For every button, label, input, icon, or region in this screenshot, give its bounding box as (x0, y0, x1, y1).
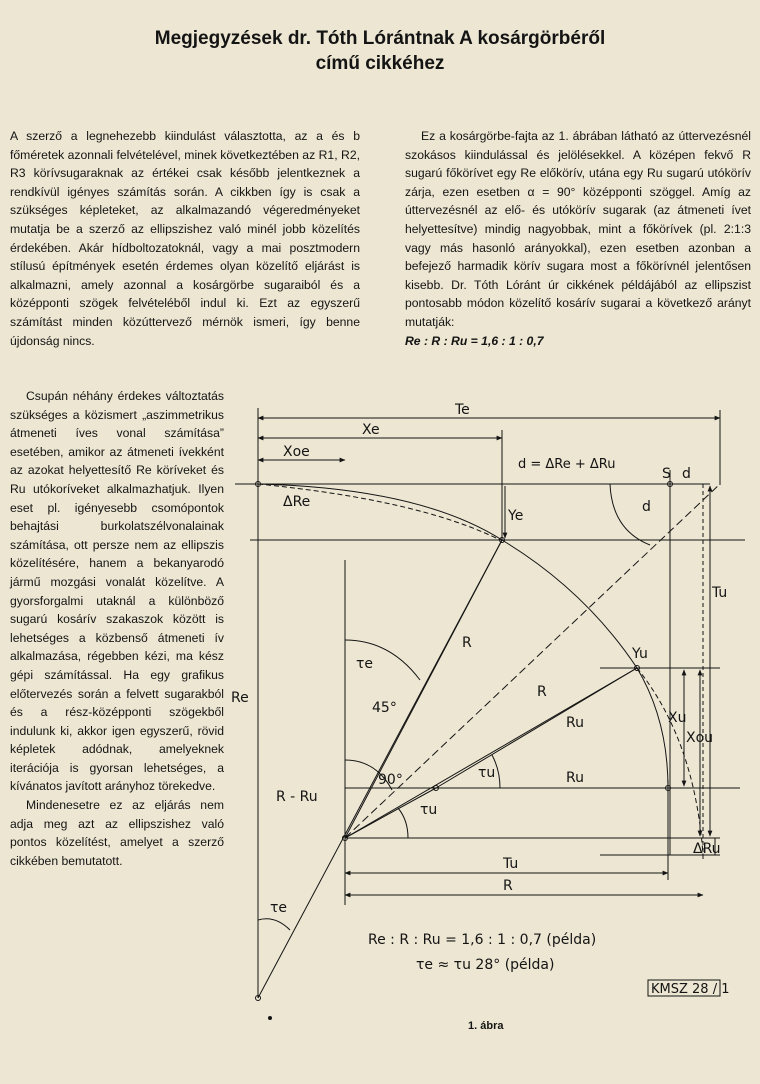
label-Re: Re (231, 690, 249, 706)
label-d-angle: d (642, 499, 651, 515)
radius-R-1 (345, 540, 502, 838)
label-Ru-2: Ru (566, 770, 584, 786)
angle-arc-tau-e-bottom (258, 919, 290, 930)
label-tau-e-bottom: τe (270, 900, 288, 916)
angle-line: τe ≈ τu 28° (példa) (416, 957, 555, 973)
label-45-deg: 45° (372, 700, 397, 716)
label-tau-u-small: τu (420, 802, 438, 818)
label-Te: Te (455, 402, 470, 418)
label-R-1: R (462, 635, 472, 651)
label-Ye: Ye (508, 508, 524, 524)
label-dRu: ΔRu (693, 841, 721, 857)
label-R-horizontal: R (503, 878, 513, 894)
label-dRe: ΔRe (283, 494, 311, 510)
paragraph-intro: A szerző a legnehezebb kiindulást választotta, az a és b főméretek azonnali felvételével, minek következtében az R1, R2, R3 körívsugaraknak az értékei csak később jelentkeznek a rendkívül igényes számítás során. A cikkben így is csak a szükséges képleteket, az alkalmazandó végeredményeket mutatja be a szerző az ellipszishez való minél jobb közelítés érdekében. Akár hídboltozatoknál, vagy a mai posztmodern stílusú építmények esetén érdemes olyan közelítő eljárást is alkalmazni, amely azonnal a kosárgörbe sugaraiból és a középponti szögek felvételéből indul ki. Ezt az egyszerű számítást minden közúttervező mérnök ismeri, így benne újdonság nincs. (10, 129, 360, 348)
label-Tu-horizontal: Tu (503, 856, 519, 872)
ink-dot (268, 1016, 272, 1020)
figure-code: KMSZ 28 / 1 (651, 982, 730, 997)
angle-arc-tau-u-small (398, 808, 408, 838)
label-Ru-1: Ru (566, 715, 584, 731)
label-tau-e: τe (356, 656, 374, 672)
label-Xou: Xou (686, 730, 714, 746)
label-Yu: Yu (632, 646, 648, 662)
paragraph-figure-description: Ez a kosárgörbe-fajta az 1. ábrában látható az úttervezésnél szokásos kiindulással és jelölésekkel. A középen fekvő R sugarú főkörívet egy Re előkörív, utána egy Ru sugarú utókörív zárja, ezen esetben α = 90° középponti szöggel. Amíg az úttervezésnél az elő- és utókörív sugarak (az átmeneti ívet helyettesítve) mindig nagyobbak, mint a főkörívek (pl. 2:1:3 vagy más hasonló arányokkal), ezen esetben azonban a befejező harmadik körív sugara most a főkörívnél jelentősen kisebb. Dr. Tóth Lóránt úr cikkének példájából az ellipszist pontosabb módon közelítő kosárív sugarai a következő arányt mutatják: (405, 129, 751, 329)
label-90-deg: 90° (378, 772, 403, 788)
label-R-2: R (537, 684, 547, 700)
label-d-equation: d = ΔRe + ΔRu (518, 457, 616, 472)
label-Xe: Xe (362, 422, 380, 438)
label-Tu-vertical: Tu (712, 585, 728, 601)
label-S: S (662, 466, 671, 482)
label-Xoe: Xoe (283, 444, 310, 460)
label-tau-u: τu (478, 765, 496, 781)
arc-R (502, 540, 637, 668)
label-d: d (682, 466, 691, 482)
label-Xu: Xu (668, 710, 687, 726)
arc-Re (258, 484, 502, 540)
label-R-minus-Ru: R - Ru (276, 789, 318, 805)
paragraph-conclusion: Mindenesetre ez az eljárás nem adja meg azt az ellipszishez való pontos közelítést, amelyet a szerző cikkében bemutatott. (10, 798, 224, 868)
arc-Re-dashed (258, 484, 500, 540)
ratio-formula: Re : R : Ru = 1,6 : 1 : 0,7 (405, 333, 544, 348)
title-line-2: című cikkéhez (315, 53, 445, 74)
ratio-line: Re : R : Ru = 1,6 : 1 : 0,7 (példa) (368, 932, 597, 948)
arc-Ru (637, 668, 668, 788)
paragraph-method: Csupán néhány érdekes változtatás szükséges a közismert „aszimmetrikus átmeneti íves vonal számítása” esetében, amikor az átmeneti ívekként az azokat helyettesítő Re köríveket és Ru utókoríveket alkalmazhatjuk. Ilyen eset pl. igényesebb csomópontok behajtási burkolatszélvonalainak számítása, ott persze nem az ellipszis közelítésére, hanem a bekanyarodó jármű mozgási vonalát közelítve. A gyorsforgalmi utaknál a különböző sugarú kosárív szakaszok között is lehetséges a közbenső átmeneti ív alkalmazása, régebben kézi, ma kész gépi számítással. Ha egy grafikus előtervezés során a felvett sugarakból és a rész-középponti szögekből indulunk ki, akkor igen egyszerű, rövid képletek adódnak, amelyeknek iterációja is gyorsan lehetséges, a kívánatos javított arányhoz törekedve. (10, 389, 224, 794)
figure-caption: 1. ábra (468, 1020, 504, 1032)
title-line-1: Megjegyzések dr. Tóth Lórántnak A kosárgörbéről (154, 28, 606, 49)
figure-labels (231, 402, 730, 1032)
